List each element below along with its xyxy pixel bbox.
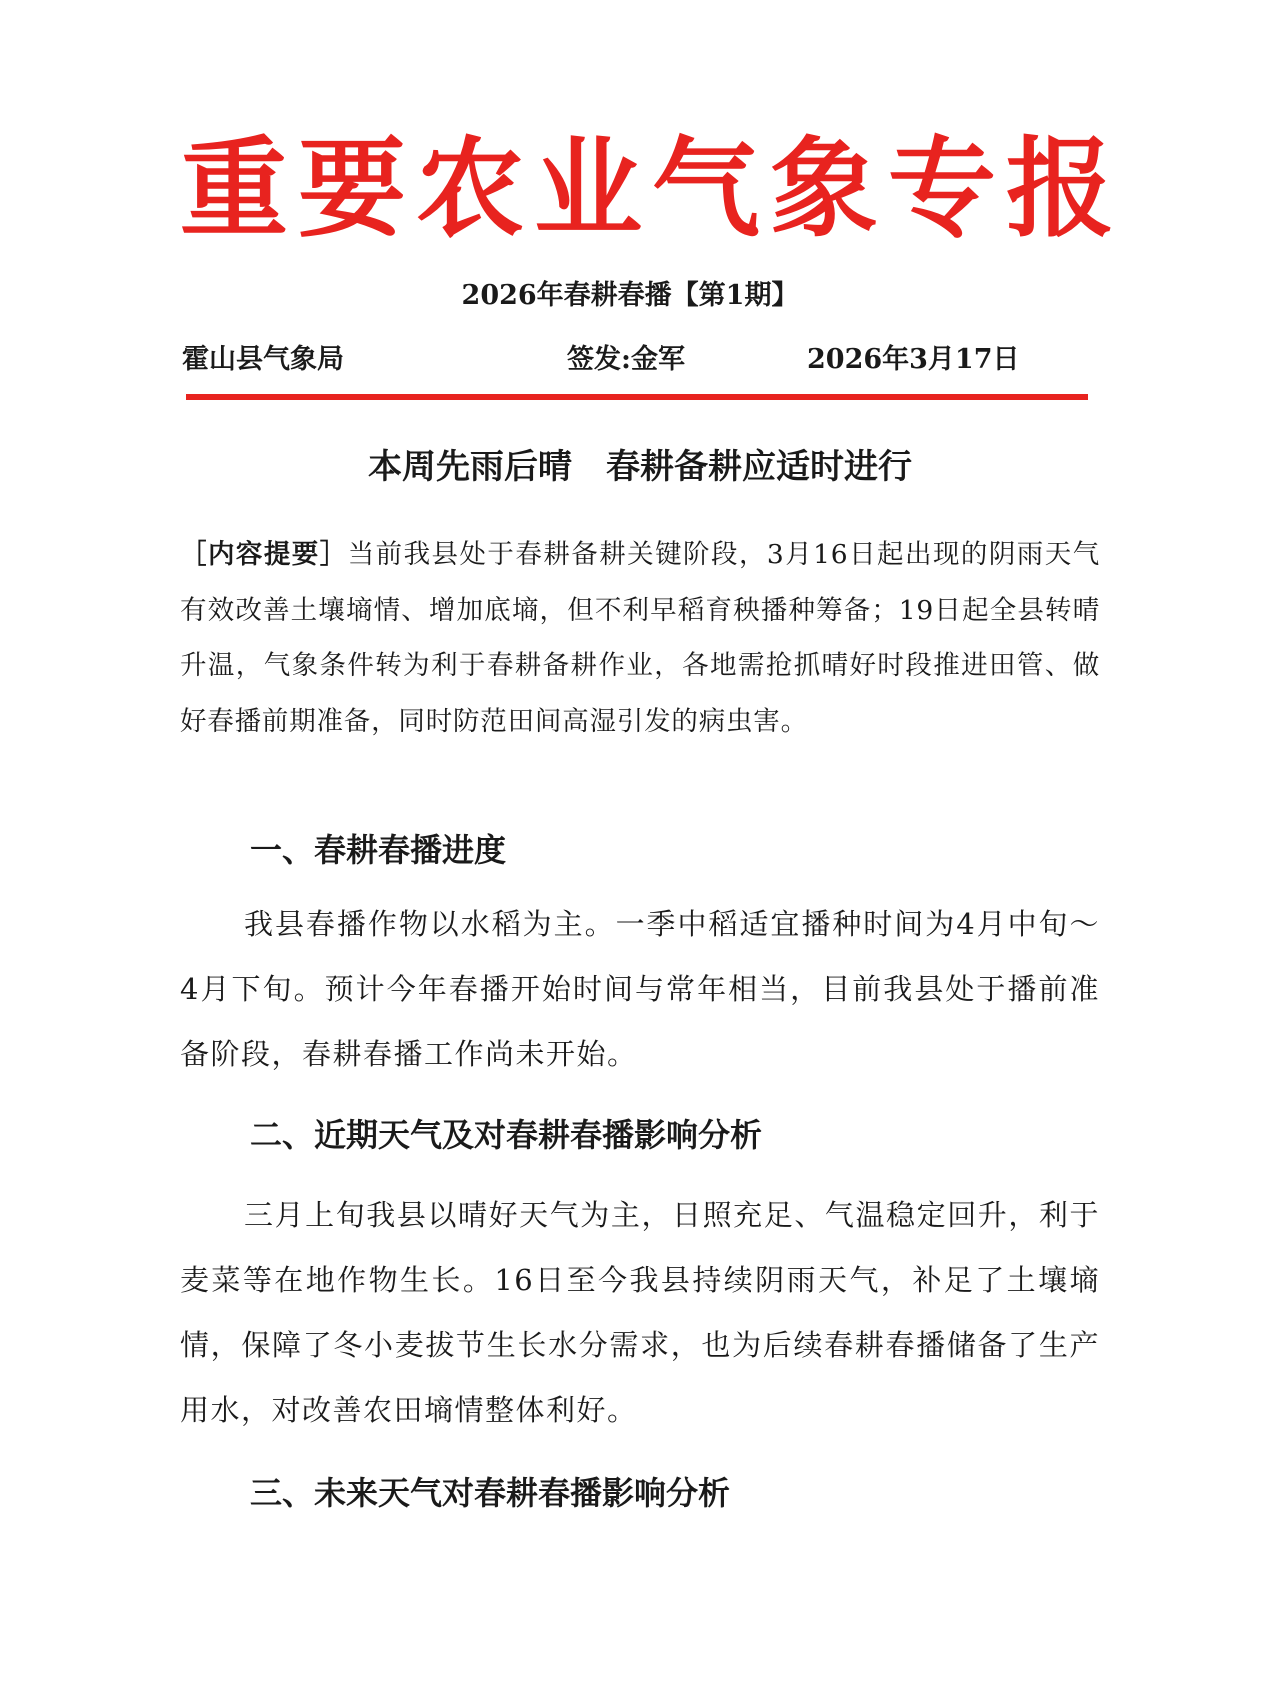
section-heading: 三、未来天气对春耕春播影响分析 (250, 1474, 731, 1512)
issue-line: 2026年春耕春播【第1期】 (461, 280, 799, 311)
section-body: 三月上旬我县以晴好天气为主，日照充足、气温稳定回升，利于麦菜等在地作物生长。16日至今我县持续阴雨天气，补足了土壤墒情，保障了冬小麦拔节生长水分需求，也为后续春耕春播储备了生产用水，对改善农田墒情整体利好。 (180, 1198, 1100, 1427)
summary-label: ［内容提要］ (180, 539, 348, 570)
issue-date: 2026年3月17日 (807, 344, 1020, 375)
section-heading: 二、近期天气及对春耕春播影响分析 (250, 1116, 763, 1154)
summary-text: 当前我县处于春耕备耕关键阶段，3月16日起出现的阴雨天气有效改善土壤墒情、增加底墒，但不利早稻育秧播种筹备；19日起全县转晴升温，气象条件转为利于春耕备耕作业，各地需抢抓晴好时段推进田管、做好春播前期准备，同时防范田间高湿引发的病虫害。 (180, 539, 1100, 737)
meta-row (182, 340, 1082, 380)
red-divider-rule (186, 394, 1088, 400)
section-heading: 一、春耕春播进度 (250, 831, 507, 869)
headline: 本周先雨后晴 春耕备耕应适时进行 (368, 447, 912, 487)
issuer: 霍山县气象局 (182, 344, 344, 375)
masthead-title: 重要农业气象专报 (180, 127, 1125, 252)
summary-paragraph (180, 527, 1100, 749)
section-body: 我县春播作物以水稻为主。一季中稻适宜播种时间为4月中旬～4月下旬。预计今年春播开始时间与常年相当，目前我县处于播前准备阶段，春耕春播工作尚未开始。 (180, 907, 1100, 1071)
signer: 签发:金军 (567, 344, 685, 375)
